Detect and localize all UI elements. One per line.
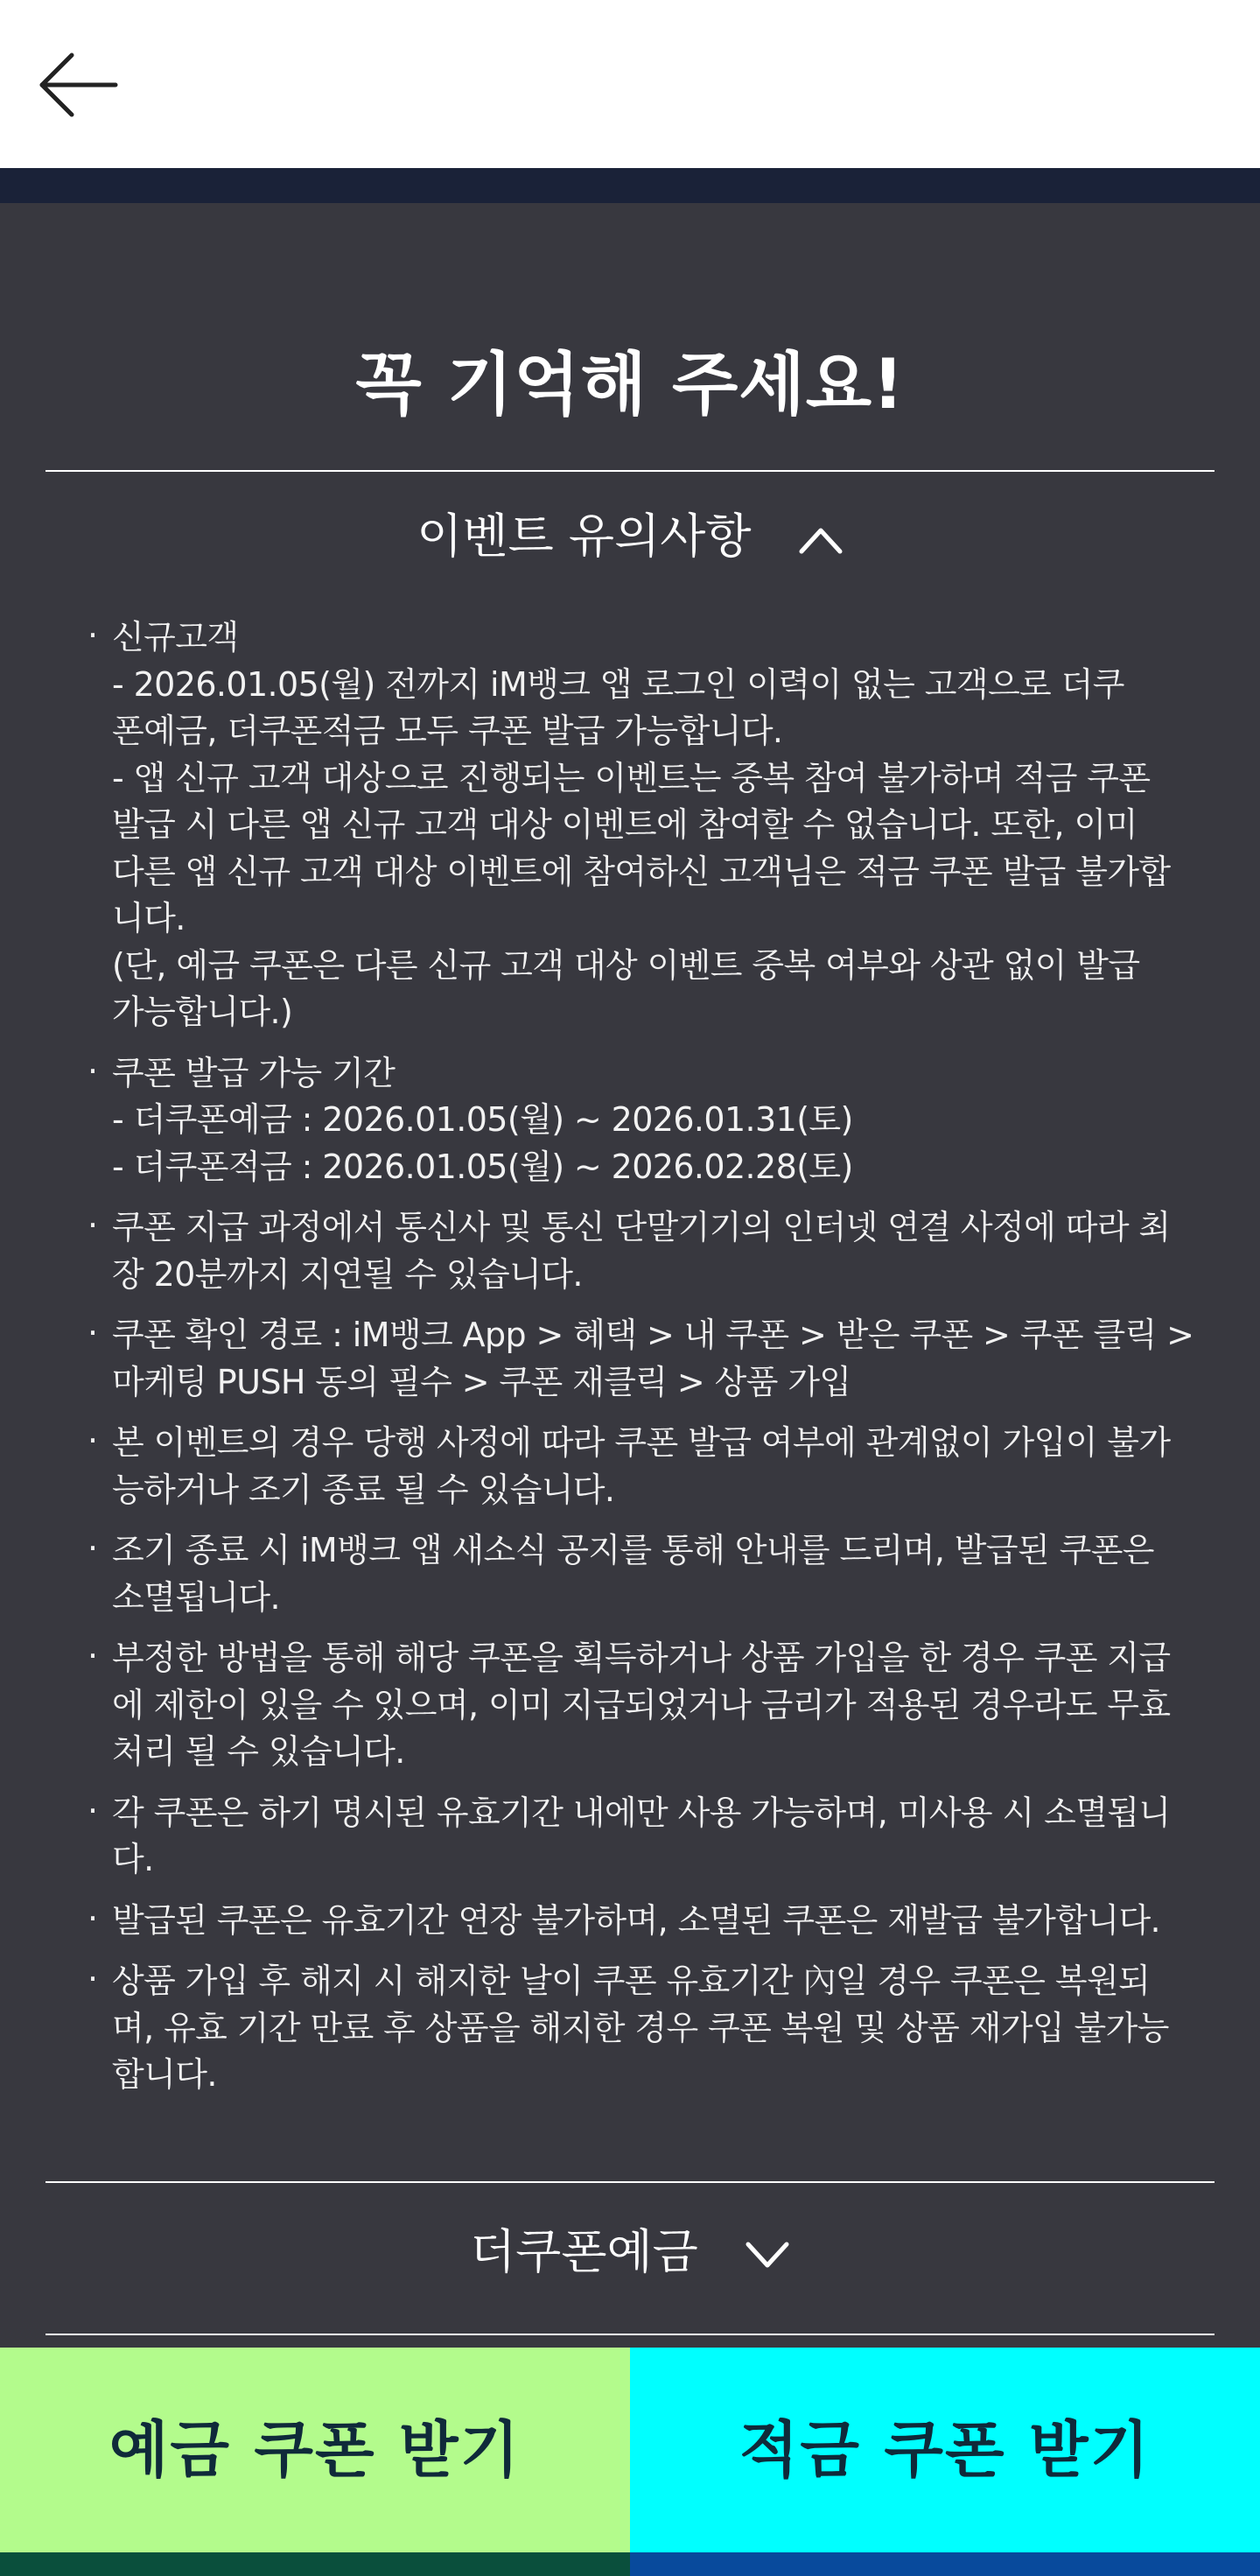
section-divider: [46, 2181, 1214, 2183]
notice-line: · 신규고객: [112, 618, 239, 656]
deposit-coupon-label: 예금 쿠폰 받기: [108, 2414, 522, 2486]
notice-section-label: 이벤트 유의사항: [416, 509, 752, 564]
notice-line: · 쿠폰 발급 가능 기간: [112, 1053, 396, 1092]
section-divider: [46, 2334, 1214, 2335]
back-button[interactable]: [35, 48, 122, 122]
notice-line: - 더쿠폰예금 : 2026.01.05(월) ~ 2026.01.31(토): [112, 1100, 853, 1139]
notice-line: · 발급된 쿠폰은 유효기간 연장 불가하며, 소멸된 쿠폰은 재발급 불가합니다.: [112, 1900, 1161, 1940]
deposit-coupon-button[interactable]: [0, 2348, 630, 2576]
deposit-button-bottom-bar: [0, 2552, 630, 2576]
notice-item: [88, 1958, 1172, 2099]
notice-line: (단, 예금 쿠폰은 다른 신규 고객 대상 이벤트 중복 여부와 상관 없이 발급: [112, 945, 1140, 985]
notice-item: [88, 1312, 1194, 1406]
notice-item: [88, 1635, 1172, 1776]
notice-line: 에 제한이 있을 수 있으며, 이미 지급되었거나 금리가 적용된 경우라도 무효: [112, 1685, 1171, 1724]
savings-coupon-label: 적금 쿠폰 받기: [738, 2414, 1152, 2486]
top-app-bar: [0, 0, 1260, 168]
notice-line: · 쿠폰 확인 경로 : iM뱅크 App > 혜택 > 내 쿠폰 > 받은 쿠폰 > 쿠폰 클릭 >: [112, 1316, 1194, 1354]
notice-item: [88, 1790, 1172, 1884]
notice-item: [88, 1204, 1172, 1298]
notice-line: · 본 이벤트의 경우 당행 사정에 따라 쿠폰 발급 여부에 관계없이 가입이 불가: [112, 1423, 1171, 1462]
notice-line: 합니다.: [112, 2055, 217, 2094]
notice-line: 가능합니다.): [112, 993, 293, 1031]
notice-line: 발급 시 다른 앱 신규 고객 대상 이벤트에 참여할 수 없습니다. 또한, 이미: [112, 805, 1138, 844]
deposit-section-label: 더쿠폰예금: [470, 2224, 698, 2279]
section-divider: [46, 470, 1214, 472]
notice-line: 다.: [112, 1840, 154, 1878]
notice-item: [88, 1527, 1172, 1621]
notice-item: [88, 1898, 1172, 1945]
notice-list: [88, 614, 1194, 2113]
notice-item: [88, 614, 1172, 1036]
notice-line: · 쿠폰 지급 과정에서 통신사 및 통신 단말기기의 인터넷 연결 사정에 따라 최: [112, 1208, 1171, 1246]
notice-line: 처리 될 수 있습니다.: [112, 1732, 405, 1771]
arrow-left-icon: [35, 48, 122, 122]
savings-coupon-button[interactable]: [630, 2348, 1260, 2576]
notice-line: · 조기 종료 시 iM뱅크 앱 새소식 공지를 통해 안내를 드리며, 발급된 쿠폰은: [112, 1531, 1154, 1569]
notice-line: 다른 앱 신규 고객 대상 이벤트에 참여하신 고객님은 적금 쿠폰 발급 불가합: [112, 852, 1171, 891]
chevron-up-icon: [798, 491, 844, 587]
notice-line: 폰예금, 더쿠폰적금 모두 쿠폰 발급 가능합니다.: [112, 712, 783, 750]
notice-item: [88, 1420, 1172, 1513]
notice-line: - 2026.01.05(월) 전까지 iM뱅크 앱 로그인 이력이 없는 고객으로 더쿠: [112, 664, 1124, 704]
notice-line: 소멸됩니다.: [112, 1577, 281, 1617]
notice-line: 며, 유효 기간 만료 후 상품을 해지한 경우 쿠폰 복원 및 상품 재가입 불가능: [112, 2008, 1169, 2047]
notice-section-toggle[interactable]: [0, 488, 1260, 585]
notice-item: [88, 1050, 1172, 1191]
header-divider-strip: [0, 168, 1260, 203]
notice-line: - 더쿠폰적금 : 2026.01.05(월) ~ 2026.02.28(토): [112, 1147, 853, 1186]
notice-line: · 부정한 방법을 통해 해당 쿠폰을 획득하거나 상품 가입을 한 경우 쿠폰 지급: [112, 1639, 1171, 1677]
notice-line: 능하거나 조기 종료 될 수 있습니다.: [112, 1470, 615, 1509]
savings-button-bottom-bar: [630, 2552, 1260, 2576]
notice-line: - 앱 신규 고객 대상으로 진행되는 이벤트는 중복 참여 불가하며 적금 쿠폰: [112, 758, 1151, 797]
event-notice-panel: [0, 203, 1260, 2348]
deposit-section-toggle[interactable]: [0, 2204, 1260, 2300]
notice-line: 장 20분까지 지연될 수 있습니다.: [112, 1254, 583, 1294]
page-title: 꼭 기억해 주세요!: [355, 346, 905, 425]
chevron-down-icon: [745, 2207, 790, 2303]
notice-line: · 상품 가입 후 해지 시 해지한 날이 쿠폰 유효기간 內일 경우 쿠폰은 복원되: [112, 1962, 1151, 2000]
notice-line: 니다.: [112, 899, 186, 937]
notice-line: · 각 쿠폰은 하기 명시된 유효기간 내에만 사용 가능하며, 미사용 시 소멸됩니: [112, 1793, 1171, 1832]
notice-line: 마케팅 PUSH 동의 필수 > 쿠폰 재클릭 > 상품 가입: [112, 1362, 851, 1401]
